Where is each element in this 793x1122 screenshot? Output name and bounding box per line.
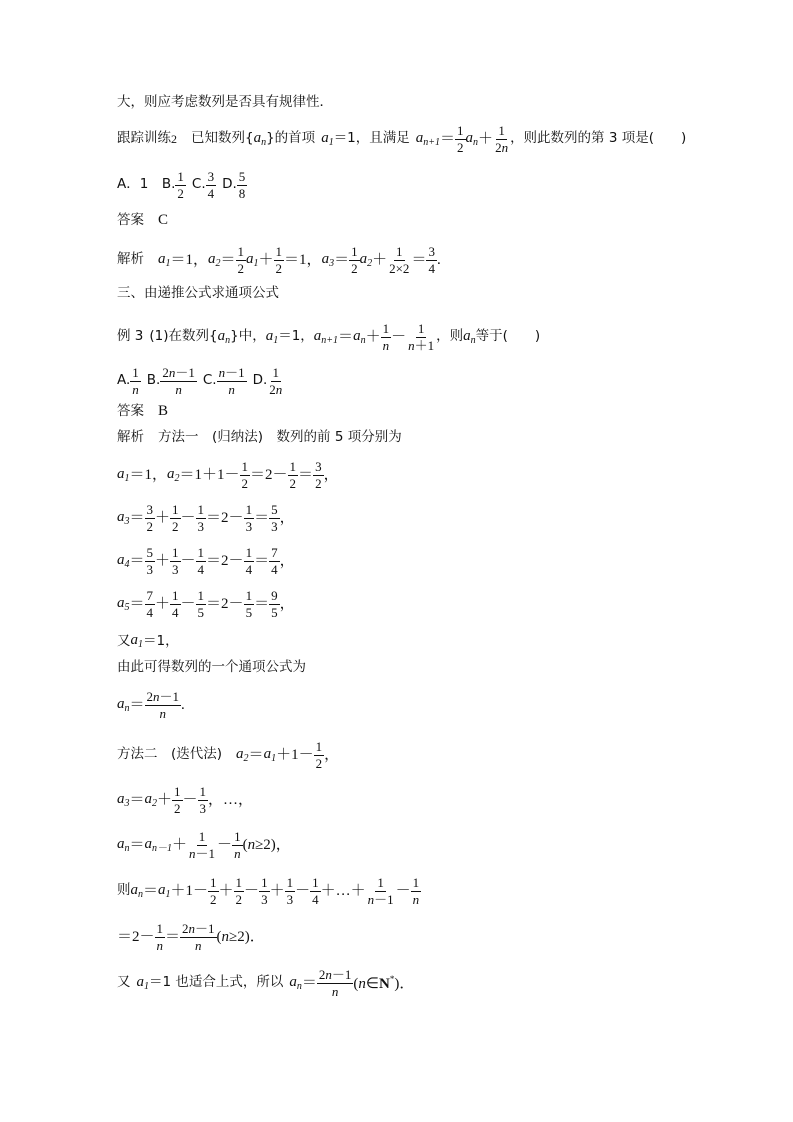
fraction: $\frac{1}{2}$ xyxy=(237,244,245,276)
fraction: $\frac{1}{2}$ xyxy=(351,244,358,276)
fraction: $\frac{1}{2}$ xyxy=(275,244,283,276)
fraction: $\frac{1}{n}$ xyxy=(156,921,164,953)
math-line-a4: $a_4$ ＝ $\frac{5}{3}$ ＋ $\frac{1}{3}$ － $\frac{1}{4}$ ＝2－ $\frac{1}{4}$ ＝ $\frac{7}{4}$ ， xyxy=(117,545,295,577)
example3-text: (1)在数列{ xyxy=(149,328,218,345)
fraction: $\frac{1}{2n}$ xyxy=(269,365,283,397)
intro-tail-line xyxy=(117,96,333,110)
fraction: $\frac{1}{n-1}$ xyxy=(367,875,394,907)
fraction: $\frac{1}{2}$ xyxy=(172,502,179,534)
answer1-label: 答案 xyxy=(117,211,144,228)
answer1-value: C xyxy=(158,212,169,228)
intro-tail-text: 大，则应考虑数列是否具有规律性． xyxy=(117,94,333,110)
option-b-fraction: $\frac{1}{2}$ xyxy=(177,169,184,201)
star-sup: * xyxy=(389,973,395,984)
section3-heading xyxy=(117,287,279,301)
natural-set: N xyxy=(379,975,390,992)
example3-question: 例 3 (1)在数列{ $a_n$ }中， $a_1$ ＝1， $a_{n+1}$ ＝ $a_n$ ＋ $\frac{1}{n}$ － $\frac{1}{n+1}$ ，则 $a_n$ 等于( ) xyxy=(117,321,541,353)
fraction: $\frac{1}{2}$ xyxy=(315,739,323,771)
fraction-1-2n: $\frac{1}{2n}$ xyxy=(495,123,509,155)
section3-title: 三、由递推公式求通项公式 xyxy=(117,285,279,301)
fraction: $\frac{1}{n}$ xyxy=(234,829,241,861)
training2-question xyxy=(117,124,686,154)
fraction: $\frac{1}{3}$ xyxy=(245,502,253,534)
fraction: $\frac{1}{2}$ xyxy=(210,875,217,907)
fraction: $\frac{1}{3}$ xyxy=(197,502,205,534)
fraction: $\frac{1}{n}$ xyxy=(132,365,139,397)
example3-text: ，则 xyxy=(436,328,464,345)
answer1-line xyxy=(117,213,168,228)
answer2-value: B xyxy=(158,403,169,419)
fraction: $\frac{1}{2}$ xyxy=(174,784,181,816)
final-line: 又 $a_1$ ＝1 也适合上式，所以 $a_n$ ＝ $\frac{2n-1}{n}$ (n∈N*)． xyxy=(117,967,415,999)
fraction: $\frac{7}{4}$ xyxy=(146,588,154,620)
method1-text: 方法一 (归纳法) 数列的前 5 项分别为 xyxy=(158,429,402,445)
derive-line xyxy=(117,661,306,675)
fraction: $\frac{3}{2}$ xyxy=(315,459,322,491)
fraction: $\frac{2n-1}{n}$ xyxy=(182,921,215,953)
fraction: $\frac{2n-1}{n}$ xyxy=(318,967,352,999)
option-c: C. xyxy=(202,372,217,389)
math-term: $a_1$ xyxy=(158,250,171,269)
fraction: $\frac{5}{3}$ xyxy=(146,545,154,577)
answer2-line xyxy=(117,404,168,419)
example3-text: 等于( ) xyxy=(475,328,541,345)
fraction: $\frac{3}{2}$ xyxy=(146,502,154,534)
analysis1-line: 解析 $a_1$ ＝1， $a_2$ ＝ $\frac{1}{2}$ $a_1$ ＋ $\frac{1}{2}$ ＝1， $a_3$ ＝ $\frac{1}{2}$ $a_2$ ＋ $\frac{1}{2\times 2}$ ＝ $\frac{3}{4}$ . xyxy=(117,244,441,276)
option-b: B. xyxy=(146,372,161,389)
fraction: $\frac{9}{5}$ xyxy=(271,588,278,620)
fraction: $\frac{7}{4}$ xyxy=(271,545,278,577)
method2-line: 方法二 (迭代法) $a_2$ ＝ $a_1$ ＋1－ $\frac{1}{2}$ ， xyxy=(117,739,340,771)
ze-text: 则 xyxy=(117,882,131,899)
var-an1: $a_{n+1}$ xyxy=(415,129,441,148)
general-term-line: $a_n$ ＝ $\frac{2n-1}{n}$ . xyxy=(117,689,185,721)
fraction: $\frac{1}{4}$ xyxy=(172,588,179,620)
iter-line-an: $a_n$ ＝ $a_{n-1}$ ＋ $\frac{1}{n-1}$ － $\frac{1}{n}$ (n≥2)， xyxy=(117,829,291,861)
fraction: $\frac{2n-1}{n}$ xyxy=(146,689,180,721)
math-line-a5: $a_5$ ＝ $\frac{7}{4}$ ＋ $\frac{1}{4}$ － $\frac{1}{5}$ ＝2－ $\frac{1}{5}$ ＝ $\frac{9}{5}$ ， xyxy=(117,588,295,620)
math-line-a3: $a_3$ ＝ $\frac{3}{2}$ ＋ $\frac{1}{2}$ － $\frac{1}{3}$ ＝2－ $\frac{1}{3}$ ＝ $\frac{5}{3}$ ， xyxy=(117,502,295,534)
example3-text: }中， xyxy=(230,328,266,345)
math-line-a2: $a_1$ ＝1， $a_2$ ＝1＋1－ $\frac{1}{2}$ ＝2－ $\frac{1}{2}$ ＝ $\frac{3}{2}$ ， xyxy=(117,459,339,491)
training2-number: 2 xyxy=(171,132,177,147)
option-d: D. xyxy=(252,372,268,389)
example3-text: ＝1， xyxy=(278,328,314,345)
fraction: $\frac{1}{n}$ xyxy=(382,321,390,353)
fraction: $\frac{1}{2\times 2}$ xyxy=(389,244,410,276)
fraction: $\frac{3}{4}$ xyxy=(428,244,435,276)
fraction: $\frac{n-1}{n}$ xyxy=(218,365,245,397)
option-d-fraction: $\frac{5}{8}$ xyxy=(238,169,246,201)
final-text-b: ＝1 也适合上式，所以 xyxy=(149,974,284,991)
analysis1-label: 解析 xyxy=(117,251,144,268)
iter-line-a3: $a_3$ ＝ $a_2$ ＋ $\frac{1}{2}$ － $\frac{1}{3}$ ，…， xyxy=(117,784,254,816)
option-c: C. xyxy=(191,176,206,193)
result-line: ＝2－ $\frac{1}{n}$ ＝ $\frac{2n-1}{n}$ (n≥2)． xyxy=(117,921,265,953)
fraction: $\frac{1}{3}$ xyxy=(199,784,207,816)
fraction: $\frac{5}{3}$ xyxy=(271,502,278,534)
analysis2-line xyxy=(117,431,402,445)
training2-text: 已知数列{ xyxy=(191,130,254,147)
fraction: $\frac{1}{4}$ xyxy=(312,875,319,907)
fraction: $\frac{1}{3}$ xyxy=(172,545,179,577)
var-an: $a_n$ xyxy=(465,129,479,148)
fraction: $\frac{1}{4}$ xyxy=(197,545,205,577)
training2-text: ＝1，且满足 xyxy=(333,130,410,147)
option-a-b: A．1 B. xyxy=(117,176,176,193)
example3-label: 例 3 xyxy=(117,328,144,345)
derive-text: 由此可得数列的一个通项公式为 xyxy=(117,659,306,675)
fraction: $\frac{1}{2}$ xyxy=(235,875,243,907)
fraction: $\frac{1}{n+1}$ xyxy=(408,321,435,353)
training2-options xyxy=(117,170,247,200)
option-a: A. xyxy=(117,372,131,389)
training2-label: 跟踪训练 xyxy=(117,130,171,147)
answer2-label: 答案 xyxy=(117,402,144,419)
fraction: $\frac{1}{n}$ xyxy=(412,875,420,907)
fraction: $\frac{1}{4}$ xyxy=(245,545,253,577)
fraction: $\frac{1}{2}$ xyxy=(289,459,297,491)
fraction: $\frac{1}{3}$ xyxy=(261,875,268,907)
fraction-1-2: $\frac{1}{2}$ xyxy=(457,123,464,155)
eq-sign: ＝ xyxy=(440,130,456,147)
fraction: $\frac{1}{5}$ xyxy=(197,588,205,620)
fraction: $\frac{2n-1}{n}$ xyxy=(162,365,195,397)
example3-options xyxy=(117,366,284,396)
plus-sign: ＋ xyxy=(478,130,494,147)
fraction: $\frac{1}{2}$ xyxy=(241,459,249,491)
option-c-fraction: $\frac{3}{4}$ xyxy=(207,169,215,201)
training2-text: ，则此数列的第 3 项是( ) xyxy=(510,130,687,147)
also-line: 又 $a_1$ ＝1， xyxy=(117,632,179,650)
sum-line: 则 $a_n$ ＝ $a_1$ ＋1－ $\frac{1}{2}$ ＋ $\frac{1}{2}$ － $\frac{1}{3}$ ＋ $\frac{1}{3}$ － $\frac{1}{4}$ ＋…＋ $\frac{1}{n-1}$ － $\frac{1}{n}$ xyxy=(117,875,420,907)
final-text-a: 又 xyxy=(117,974,131,991)
fraction: $\frac{1}{5}$ xyxy=(245,588,253,620)
fraction: $\frac{1}{n-1}$ xyxy=(189,829,216,861)
analysis2-label: 解析 xyxy=(117,429,144,445)
also-text: 又 xyxy=(117,632,131,649)
fraction: $\frac{1}{3}$ xyxy=(286,875,294,907)
training2-text: }的首项 xyxy=(266,130,316,147)
option-d: D. xyxy=(222,176,237,193)
var-a1: $a_1$ xyxy=(321,129,334,148)
method2-text: 方法二 (迭代法) xyxy=(117,746,223,763)
var-a: $a_n$ xyxy=(253,129,267,148)
also-tail: ＝1， xyxy=(143,632,179,649)
